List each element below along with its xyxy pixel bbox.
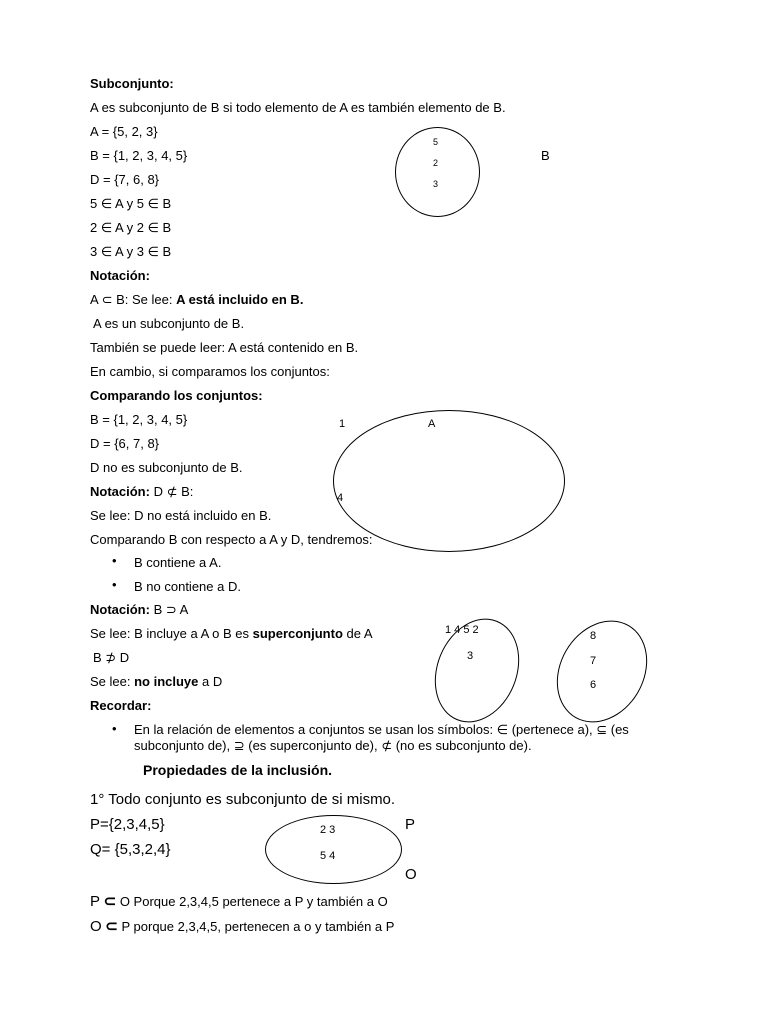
p-subset-o-line: P ⊂ O Porque 2,3,4,5 pertenece a P y también a O bbox=[90, 893, 388, 910]
reads-not-includes-d: Se lee: no incluye a D bbox=[90, 674, 223, 689]
venn-tilted-d-6: 6 bbox=[590, 679, 597, 691]
venn-label-o: O bbox=[405, 866, 417, 883]
d-not-subset: D no es subconjunto de B. bbox=[90, 460, 243, 475]
bullet-dot: • bbox=[112, 553, 117, 568]
set-q: Q= {5,3,2,4} bbox=[90, 841, 171, 858]
propiedades-heading: Propiedades de la inclusión. bbox=[143, 762, 333, 778]
recordar-line-2: subconjunto de), ⊇ (es superconjunto de), ⊄ (no es subconjunto de). bbox=[134, 738, 532, 753]
recordar-heading: Recordar: bbox=[90, 698, 152, 713]
bullet-dot: • bbox=[112, 577, 117, 592]
venn-label-p: P bbox=[405, 816, 416, 833]
notacion-line-1: A ⊂ B: Se lee: A está incluido en B. bbox=[90, 292, 304, 307]
compare-line: Comparando B con respecto a A y D, tendremos: bbox=[90, 532, 373, 547]
venn-a-element-5: 5 bbox=[433, 137, 439, 147]
venn-tilted-d-7: 7 bbox=[590, 655, 597, 667]
subconjunto-definition: A es subconjunto de B si todo elemento de A es también elemento de B. bbox=[90, 100, 506, 115]
bullet-dot: • bbox=[112, 721, 117, 736]
comparando-heading: Comparando los conjuntos: bbox=[90, 388, 263, 403]
relation-3: 3 ∈ A y 3 ∈ B bbox=[90, 244, 172, 259]
venn-a-element-2: 2 bbox=[433, 158, 439, 168]
notacion-d-not-b: Notación: D ⊄ B: bbox=[90, 484, 194, 499]
venn-large-label-a: A bbox=[428, 418, 436, 430]
set-d: D = {7, 6, 8} bbox=[90, 172, 160, 187]
bullet-b-contains-a: B contiene a A. bbox=[134, 555, 222, 570]
notacion-line-3: También se puede leer: A está contenido en B. bbox=[90, 340, 359, 355]
set-p: P={2,3,4,5} bbox=[90, 816, 165, 833]
set-d-2: D = {6, 7, 8} bbox=[90, 436, 160, 451]
venn-a-element-3: 3 bbox=[433, 179, 439, 189]
venn-p-row-2: 5 4 bbox=[320, 850, 336, 862]
recordar-line-1: En la relación de elementos a conjuntos se usan los símbolos: ∈ (pertenece a), ⊆ (es bbox=[134, 722, 629, 737]
venn-large-element-1: 1 bbox=[339, 418, 346, 430]
relation-2: 2 ∈ A y 2 ∈ B bbox=[90, 220, 172, 235]
bullet-b-not-contains-d: B no contiene a D. bbox=[134, 579, 241, 594]
venn-tilted-b-row-1: 1 4 5 2 bbox=[445, 624, 479, 636]
venn-tilted-set-d bbox=[539, 604, 665, 739]
venn-large-ellipse bbox=[333, 410, 565, 552]
b-not-sup-d: B ⊅ D bbox=[93, 650, 130, 665]
subconjunto-heading: Subconjunto: bbox=[90, 76, 174, 91]
set-a: A = {5, 2, 3} bbox=[90, 124, 158, 139]
set-b: B = {1, 2, 3, 4, 5} bbox=[90, 148, 188, 163]
notacion-b-sup-a: Notación: B ⊃ A bbox=[90, 602, 189, 617]
reads-b-includes-a: Se lee: B incluye a A o B es superconjunto de A bbox=[90, 626, 373, 641]
propiedad-1: 1° Todo conjunto es subconjunto de si mismo. bbox=[90, 791, 396, 808]
venn-tilted-b-row-2: 3 bbox=[467, 650, 474, 662]
reads-d-not-b: Se lee: D no está incluido en B. bbox=[90, 508, 272, 523]
notacion-heading: Notación: bbox=[90, 268, 150, 283]
o-subset-p-line: O ⊂ P porque 2,3,4,5, pertenecen a o y también a P bbox=[90, 918, 395, 935]
notacion-line-2: A es un subconjunto de B. bbox=[93, 316, 245, 331]
set-b-2: B = {1, 2, 3, 4, 5} bbox=[90, 412, 188, 427]
venn-p-row-1: 2 3 bbox=[320, 824, 336, 836]
venn-label-b: B bbox=[541, 148, 550, 163]
relation-5: 5 ∈ A y 5 ∈ B bbox=[90, 196, 172, 211]
venn-tilted-d-8: 8 bbox=[590, 630, 597, 642]
venn-large-element-4: 4 bbox=[337, 492, 344, 504]
notacion-line-4: En cambio, si comparamos los conjuntos: bbox=[90, 364, 330, 379]
